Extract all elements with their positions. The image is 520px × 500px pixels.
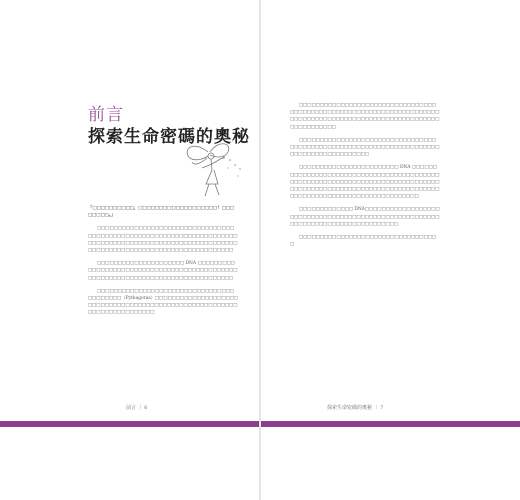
page-number: 探索生命密碼的奧秘 ｜ 7 xyxy=(327,405,384,411)
paragraph: □□□□□□□□□□□□□□□□□□□□□□□□□□□□□□□□□□□□□□□□□（Pythagoras）□□□□□□□□□□□□□□□□□□□□□□□□□□□□□□□□□□□□□□□□□□□□□□□□□□□□□□□□□□□□□□□□□□□□□□□□ xyxy=(88,288,239,316)
right-body-text xyxy=(290,102,440,254)
footer-bar xyxy=(261,421,520,427)
paragraph: □□□□□□□□□□□□□□□□□□□□□□□□ DNA □□□□□□□□□□□□□□□□□□□□□□□□□□□□□□□□□□□□□□□□□□□□□□□□□□□□□□□□□□□□□□□□□□□□□□□□□□□□□□□□□□□□□□□□□□□□□□□□□□□□□□□□□□□□□□□□□□□□□□□□□□□□□□□□□□□□□□□□□□□□□□□□□ xyxy=(290,165,440,200)
fairy-illustration xyxy=(178,138,248,200)
footer-bar xyxy=(0,421,259,427)
paragraph: □□□□□□□□□□□□□□□□□□□□□□□□□□□□□□□□□□□□□□□□□□□□□□□□□□□□□□□□□□□□□□□□□□□□□□□□□□□□□□□□□□□□□□□□□□□□□□□□□□□□□□□□□□□□□□□□□□□□ xyxy=(290,103,440,130)
paragraph: □□□□□□□□□□□□□□□□□□□□□ DNA □□□□□□□□□□□□□□□□□□□□□□□□□□□□□□□□□□□□□□□□□□□□□□□□□□□□□□□□□□□□□□□□□□□□□□□□□□□□□□□□ xyxy=(88,261,238,281)
paragraph: □□□□□□□□□□□□□□□□□□□□□□□□□□□□□□□□□□□□□□□□□□□□□□□□□□□□□□□□□□□□□□□□□□□□□□□□□□□□□□□□□□□□□□□□ xyxy=(290,137,440,158)
right-page xyxy=(261,0,520,500)
chapter-label: 前言 xyxy=(88,105,124,125)
paragraph: □□□□□□□□□□□□□□□□□□□□□□□□□□□□□□□□□□ xyxy=(290,235,436,248)
left-body-text xyxy=(88,205,238,323)
left-page xyxy=(0,0,259,500)
chapter-subtitle: 探索生命密碼的奧秘 xyxy=(88,127,250,147)
opening-quote: 「□□□□□□□□□□，□□□□□□□□□□□□□□□□□□□！□□□□□□□□。」 xyxy=(88,206,234,219)
paragraph: □□□□□□□□□□□□□ DNA□□□□□□□□□□□□□□□□□□□□□□□□□□□□□□□□□□□□□□□□□□□□□□□□□□□□□□□□□□□□□□□□□□□□□□□□□□□□□□□□ xyxy=(290,207,440,227)
page-number: 前言 ｜ 6 xyxy=(126,405,148,411)
paragraph: □□□□□□□□□□□□□□□□□□□□□□□□□□□□□□□□□□□□□□□□□□□□□□□□□□□□□□□□□□□□□□□□□□□□□□□□□□□□□□□□□□□□□□□□□□□□□□□□□□□□□□□□□□□□□□□□□□□□□□□□□□□□□□□□□□□□□□□□□□□□ xyxy=(88,226,238,254)
